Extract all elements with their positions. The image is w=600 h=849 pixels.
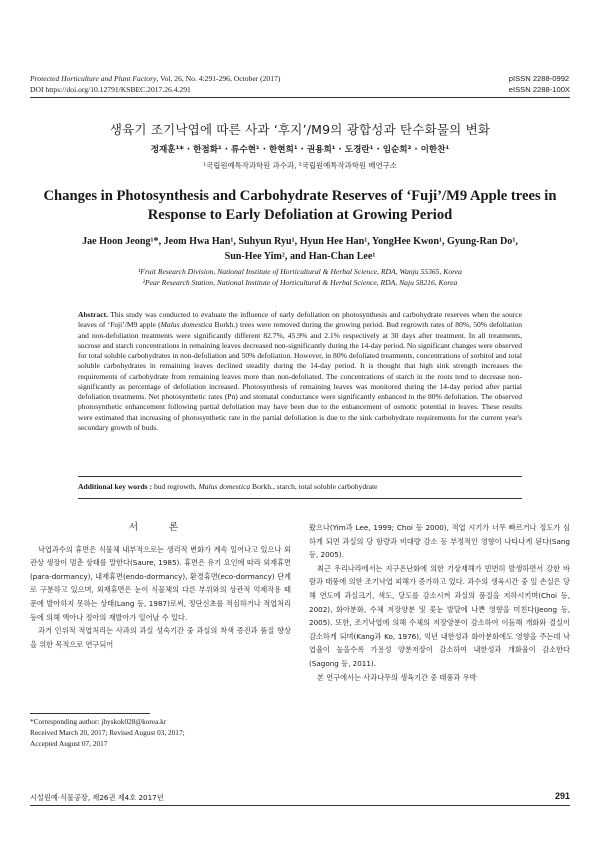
- keywords-species: Malus domestica: [198, 482, 251, 491]
- affiliation-1: ¹Fruit Research Division, National Institute of Horticultural & Herbal Science, RDA, Wanju 55365, Korea: [138, 267, 462, 276]
- footnote-rule: [30, 713, 150, 714]
- english-authors: [40, 234, 560, 264]
- english-affiliations: [30, 267, 570, 288]
- journal-name: Protected Horticulture and Plant Factory: [30, 74, 157, 83]
- footer-journal: 시설원예·식물공장, 제26권 제4호 2017년: [30, 793, 164, 802]
- body-paragraph: 과거 인위적 적엽처리는 사과의 과실 성숙기간 중 과실의 착색 증진과 품질 향상을 위한 목적으로 연구되어: [30, 626, 291, 649]
- body-paragraph: 본 연구에서는 사과나무의 생육기간 중 태풍과 우박: [317, 672, 477, 682]
- abstract-text-1: This study was conducted to evaluate the influence of early defoliation on photosynthesis and carbohydrate reserves when the source leaves of ‘Fuji’/M9 apple (: [78, 310, 522, 330]
- accepted-date: Accepted August 07, 2017: [30, 739, 108, 748]
- keywords: [78, 482, 522, 491]
- section-heading: 서 론: [128, 522, 193, 533]
- header-rule: [30, 97, 570, 98]
- footnote: [30, 716, 291, 749]
- abstract: [78, 310, 522, 433]
- corresponding-author: *Corresponding author: jhyskok028@korea.kr: [30, 717, 167, 726]
- english-title: Changes in Photosynthesis and Carbohydrate Reserves of ‘Fuji’/M9 Apple trees in Response to Early Defoliation at Growing Period: [43, 188, 557, 223]
- korean-authors: 정재훈¹* · 한점화¹ · 류수현¹ · 한현희¹ · 권용희¹ · 도경란¹ · 임순희² · 이한찬¹: [150, 145, 450, 155]
- affiliation-2: ²Pear Research Station, National Institute of Horticultural & Herbal Science, RDA, Naju 58216, Korea: [142, 277, 458, 287]
- citation-detail: , Vol. 26, No. 4:291-296, October (2017): [156, 74, 281, 83]
- received-dates: Received March 20, 2017; Revised August 03, 2017;: [30, 728, 185, 737]
- footer-rule: [30, 805, 570, 806]
- abstract-text-2: Borkh.) trees were removed during the growing period. Bud regrowth rates of 80%, 50% defoliation and non-defoliation treatments were significantly different 82.7%, 45.9% and 2.1% respectively at 30 days after treatment. In all treatments, sucrose and starch concentrations in remaining leaves decreased non-significantly during the 14-day period. No significant changes were observed for total soluble carbohydrates in non-defoliation and 50% defoliation. However, in 80% defoliated treatments, concentrations of sorbitol and total soluble carbohydrates in remaining leaves declined steadily during the 14-day period. It is thought that high sink strength increases the requirements of carbohydrate from remaining leaves more than non-defoliated. The concentrations of starch in the roots tend to decrease non-significantly as percentage of defoliation increased. Photosynthesis of remaining leaves was monitored during the 14-day period after partial defoliation treatments. Net photosynthetic rates (Pn) and stomatal conductance were significantly enhanced in the 80% defoliation. The observed photosynthetic enhancement following partial defoliation may have been due to the enhancement of osmotic potential in leaves. These results were estimated that increasing of photosynthetic rate in the partial defoliation is due to the sink carbohydrate requirements for the current year's secondary growth of buds.: [78, 320, 522, 432]
- authors-line-1: Jae Hoon Jeong¹*, Jeom Hwa Han¹, Suhyun Ryu¹, Hyun Hee Han¹, YongHee Kwon¹, Gyung-Ran Do¹,: [82, 236, 518, 247]
- keywords-bottom-rule: [78, 498, 522, 499]
- body-column-right: [309, 521, 570, 684]
- abstract-species: Malus domestica: [160, 320, 213, 330]
- keywords-top-rule: [78, 476, 522, 477]
- authors-line-2: Sun-Hee Yim², and Han-Chan Lee¹: [224, 251, 376, 262]
- body-paragraph: 최근 우리나라에서는 지구온난화에 의한 기상재해가 빈번히 발생하면서 강한 바람과 태풍에 의한 조기낙엽 피해가 증가하고 있다. 과수의 생육시간 중 잎 손실은 당해 연도에 과실크기, 색도, 당도를 감소시켜 과실의 품질을 저하시키며(Choi 등, 2002), 화아분화, 수체 저장양분 및 꽃눈 발달에 나쁜 영향을 미친다(Jeong 등, 2005). 또한, 조기낙엽에 의해 수체의 저장양분이 감소하여 이듬해 개화와 결실이 감소하게 되며(Kang과 Ko, 1976), 익년 내한성과 화아분화에도 영향을 주는데 낙엽율이 높을수록 가용성 양분저장이 감소하여 내한성과 개화율이 감소한다(Sagong 등, 2011).: [309, 563, 570, 668]
- doi-line[interactable]: DOI https://doi.org/10.12791/KSBEC.2017.26.4.291: [30, 85, 191, 94]
- journal-header: [30, 73, 280, 95]
- keywords-text-2: Borkh., starch, total soluble carbohydrate: [250, 482, 378, 491]
- body-paragraph: 낙엽과수의 휴면은 식물체 내부적으로는 생리적 변화가 계속 일어나고 있으나 외관상 생장이 멈춘 상태를 말한다(Saure, 1985). 휴면은 유기 요인에 따라 외재휴면(para-dormancy), 내재휴면(endo-dormancy), 환경휴면(eco-dormancy) 단계로 구분하고 있으며, 외재휴면은 눈이 식물체의 다른 부위와의 상관적 억제작용 때문에 발아하지 못하는 상태(Lang 등, 1987)로써, 정단신초를 적심하거나 적엽처리 등에 의해 액아나 정아의 재발아가 일어날 수 있다.: [30, 544, 291, 622]
- korean-affiliation: ¹국립원예특작과학원 과수과, ²국립원예특작과학원 배연구소: [203, 161, 397, 170]
- eissn: eISSN 2288-100X: [508, 85, 570, 94]
- keywords-label: Additional key words :: [78, 482, 153, 491]
- keywords-text-1: bud regrowth,: [152, 482, 199, 491]
- abstract-label: Abstract.: [78, 310, 108, 319]
- page-number: 291: [554, 791, 570, 801]
- body-paragraph: 왔으나(Yim과 Lee, 1999; Choi 등 2000), 적엽 시기가 너무 빠르거나 정도가 심하게 되면 과실의 당 함량과 비대량 감소 등 부정적인 영향이 나타나게 된다(Sang 등, 2005).: [309, 523, 570, 560]
- issn-block: [509, 73, 570, 95]
- body-column-left: [30, 521, 291, 651]
- pissn: pISSN 2288-0992: [508, 74, 570, 83]
- citation-line: [30, 73, 280, 84]
- korean-title: 생육기 조기낙엽에 따른 사과 ‘후지’/M9의 광합성과 탄수화물의 변화: [109, 122, 491, 137]
